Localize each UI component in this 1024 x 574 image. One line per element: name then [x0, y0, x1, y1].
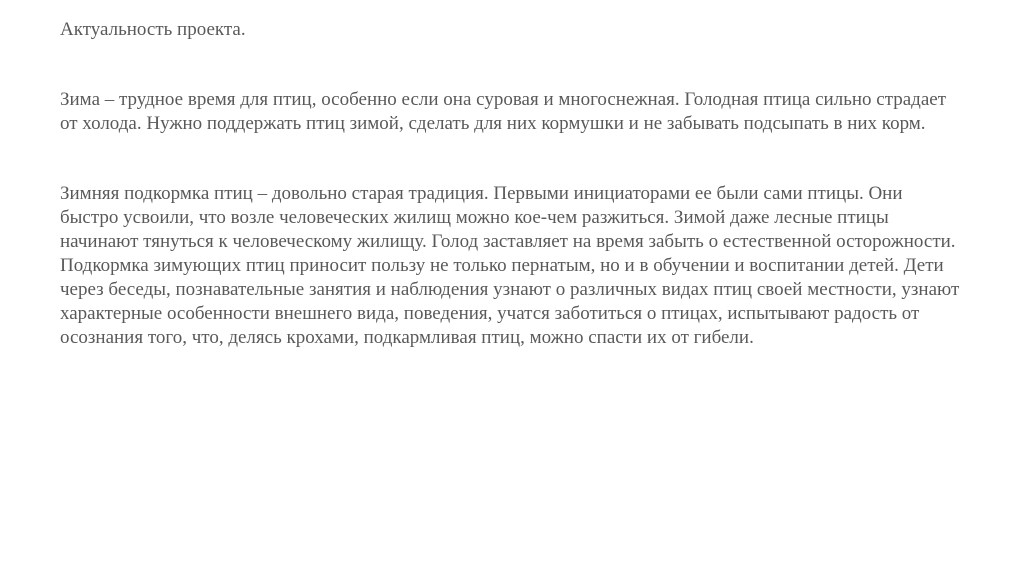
slide-content [60, 18, 960, 350]
paragraph-feeding-tradition: Зимняя подкормка птиц – довольно старая традиция. Первыми инициаторами ее были сами птицы. Они быстро усвоили, что возле человеческих жилищ можно кое-чем разжиться. Зимой даже лесные птицы начинают тянуться к человеческому жилищу. Голод заставляет на время забыть о естественной осторожности. Подкормка зимующих птиц приносит пользу не только пернатым, но и в обучении и воспитании детей. Дети через беседы, познавательные занятия и наблюдения узнают о различных видах птиц своей местности, узнают характерные особенности внешнего вида, поведения, учатся заботиться о птицах, испытывают радость от осознания того, что, делясь крохами, подкармливая птиц, можно спасти их от гибели. [60, 183, 960, 348]
paragraph-winter-hardship: Зима – трудное время для птиц, особенно если она суровая и многоснежная. Голодная птица сильно страдает от холода. Нужно поддержать птиц зимой, сделать для них кормушки и не забывать подсыпать в них корм. [60, 89, 947, 134]
slide-heading: Актуальность проекта. [60, 19, 246, 40]
